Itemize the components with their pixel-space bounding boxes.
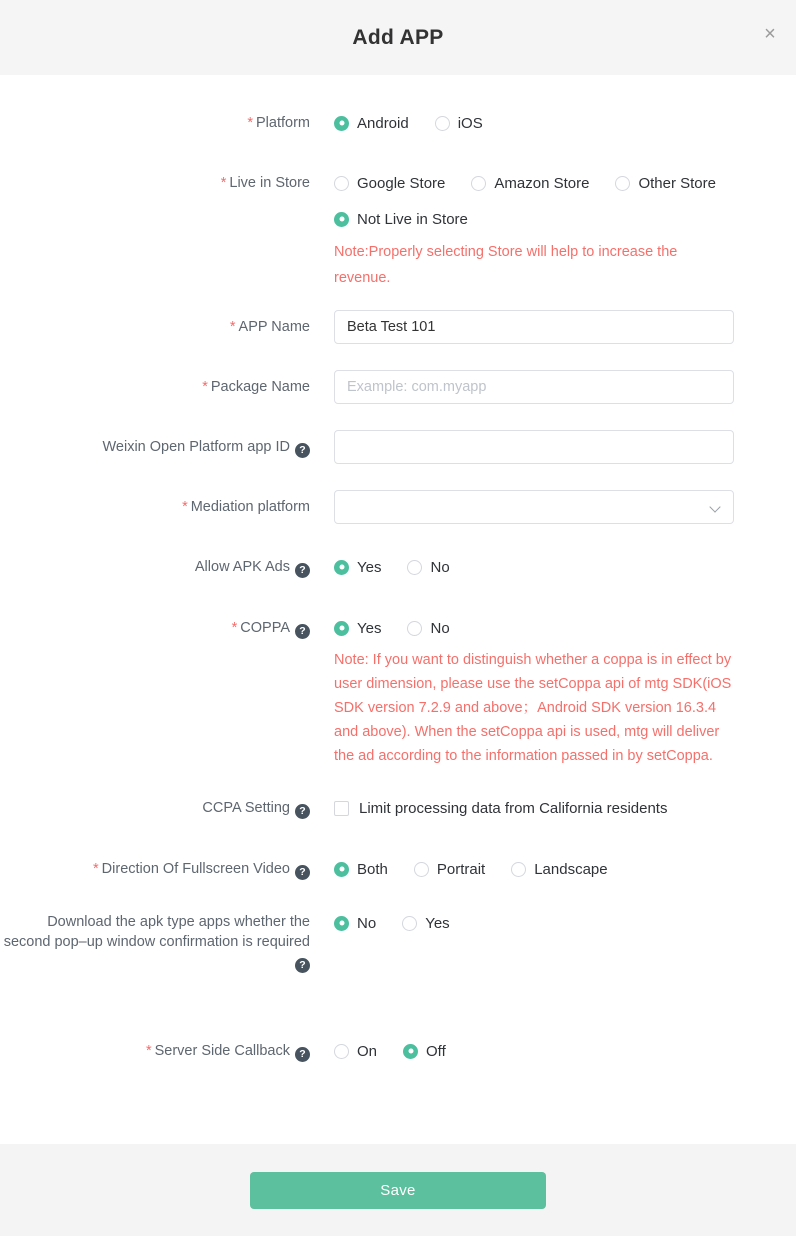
field-label: [0, 618, 310, 639]
radio-google-store[interactable]: [334, 175, 445, 192]
field-package-name: [0, 370, 796, 404]
required-asterisk: *: [93, 861, 99, 877]
radio-selected-icon: [403, 1044, 418, 1059]
field-mediation-platform: [0, 490, 796, 524]
dialog-header: [0, 0, 796, 75]
required-asterisk: *: [145, 1043, 152, 1059]
radio-unselected-icon: [334, 176, 349, 191]
field-label: [0, 430, 310, 464]
radio-direction-landscape[interactable]: [511, 861, 607, 878]
radio-label: Off: [426, 1042, 446, 1060]
close-icon[interactable]: ×: [760, 24, 780, 44]
help-icon[interactable]: ?: [295, 958, 310, 973]
field-platform: [0, 113, 796, 133]
radio-apk-popup-no[interactable]: [334, 915, 376, 932]
radio-unselected-icon: [435, 116, 450, 131]
field-weixin-app-id: [0, 430, 796, 464]
radio-label: No: [430, 619, 450, 637]
package-name-input[interactable]: [334, 370, 734, 404]
server-side-callback-label: Server Side Callback: [154, 1043, 290, 1059]
required-asterisk: *: [220, 175, 227, 191]
radio-label: Android: [357, 114, 409, 132]
radio-callback-on[interactable]: [334, 1043, 377, 1060]
radio-label: Other Store: [638, 174, 716, 192]
radio-coppa-yes[interactable]: [334, 620, 381, 637]
radio-label: No: [430, 558, 450, 576]
save-button[interactable]: Save: [250, 1172, 546, 1209]
radio-unselected-icon: [615, 176, 630, 191]
radio-apk-popup-yes[interactable]: [402, 915, 449, 932]
field-label: [0, 1041, 310, 1062]
mediation-platform-label: Mediation platform: [190, 499, 310, 515]
radio-other-store[interactable]: [615, 175, 716, 192]
ccpa-checkbox-label: Limit processing data from California residents: [359, 799, 668, 817]
app-name-label: APP Name: [238, 319, 310, 335]
radio-direction-both[interactable]: [334, 861, 388, 878]
required-asterisk: *: [247, 115, 253, 131]
field-label: [0, 859, 310, 880]
field-server-side-callback: [0, 1041, 796, 1062]
radio-unselected-icon: [407, 560, 422, 575]
weixin-app-id-label: Weixin Open Platform app ID: [102, 439, 290, 455]
field-label: [0, 912, 310, 973]
radio-apk-ads-yes[interactable]: [334, 559, 381, 576]
package-name-label: Package Name: [210, 379, 310, 395]
radio-unselected-icon: [402, 916, 417, 931]
radio-label: Not Live in Store: [357, 210, 468, 228]
coppa-label: COPPA: [240, 620, 290, 636]
field-coppa: [0, 618, 796, 768]
mediation-platform-select[interactable]: [334, 490, 734, 524]
radio-apk-ads-no[interactable]: [407, 559, 449, 576]
chevron-down-icon: [709, 501, 720, 512]
radio-callback-off[interactable]: [403, 1043, 446, 1060]
radio-amazon-store[interactable]: [471, 175, 589, 192]
radio-unselected-icon: [407, 621, 422, 636]
radio-selected-icon: [334, 916, 349, 931]
help-icon[interactable]: ?: [295, 865, 310, 880]
radio-unselected-icon: [511, 862, 526, 877]
radio-not-live-in-store[interactable]: [334, 211, 468, 228]
help-icon[interactable]: ?: [295, 1047, 310, 1062]
radio-selected-icon: [334, 116, 349, 131]
field-label: [0, 557, 310, 578]
radio-label: On: [357, 1042, 378, 1060]
ccpa-checkbox-item[interactable]: [334, 798, 734, 818]
help-icon[interactable]: ?: [295, 624, 310, 639]
coppa-note-text: Note: If you want to distinguish whether a coppa is in effect by user dimension, please use the setCoppa api of mtg SDK(iOS SDK version 7.2.9 and above；Android SDK version 16.3.4 and above). When the setCoppa api is used, mtg will deliver the ad according to the information passed in by setCoppa.: [334, 652, 732, 764]
field-label: [0, 310, 310, 344]
ccpa-setting-label: CCPA Setting: [202, 800, 290, 816]
radio-direction-portrait[interactable]: [414, 861, 485, 878]
radio-label: Portrait: [436, 860, 486, 878]
field-label: [0, 113, 310, 133]
field-label: [0, 798, 310, 819]
store-note-text: Note:Properly selecting Store will help to increase the revenue.: [334, 244, 678, 286]
radio-selected-icon: [334, 212, 349, 227]
radio-coppa-no[interactable]: [407, 620, 449, 637]
field-ccpa-setting: [0, 798, 796, 819]
radio-label: Yes: [357, 619, 382, 637]
apk-second-popup-label: Download the apk type apps whether the second pop–up window confirmation is required: [3, 914, 310, 950]
checkbox-unchecked-icon[interactable]: [334, 801, 349, 816]
required-asterisk: *: [202, 379, 208, 395]
radio-label: iOS: [457, 114, 483, 132]
platform-label: Platform: [256, 115, 310, 131]
help-icon[interactable]: ?: [295, 804, 310, 819]
direction-label: Direction Of Fullscreen Video: [101, 861, 290, 877]
radio-unselected-icon: [414, 862, 429, 877]
radio-ios[interactable]: [435, 115, 483, 132]
radio-label: Yes: [425, 914, 450, 932]
field-label: [0, 173, 310, 193]
radio-unselected-icon: [334, 1044, 349, 1059]
live-in-store-label: Live in Store: [229, 175, 310, 191]
dialog-title: Add APP: [352, 25, 444, 49]
radio-label: Landscape: [534, 860, 608, 878]
radio-selected-icon: [334, 621, 349, 636]
radio-label: Google Store: [357, 174, 446, 192]
allow-apk-ads-label: Allow APK Ads: [194, 559, 290, 575]
radio-label: No: [357, 914, 377, 932]
required-asterisk: *: [182, 499, 188, 515]
help-icon[interactable]: ?: [295, 443, 310, 458]
dialog-footer: [0, 1144, 796, 1236]
dialog-body: [0, 75, 796, 1144]
required-asterisk: *: [229, 319, 236, 335]
help-icon[interactable]: ?: [295, 563, 310, 578]
radio-selected-icon: [334, 862, 349, 877]
field-direction-fullscreen-video: [0, 859, 796, 880]
radio-unselected-icon: [471, 176, 486, 191]
required-asterisk: *: [231, 620, 238, 636]
field-allow-apk-ads: [0, 557, 796, 578]
radio-android[interactable]: [334, 115, 409, 132]
weixin-app-id-input[interactable]: [334, 430, 734, 464]
field-app-name: [0, 310, 796, 344]
radio-label: Yes: [357, 558, 382, 576]
app-name-input[interactable]: [334, 310, 734, 344]
field-live-in-store: [0, 173, 796, 291]
radio-label: Both: [357, 860, 388, 878]
radio-selected-icon: [334, 560, 349, 575]
field-label: [0, 490, 310, 524]
radio-label: Amazon Store: [494, 174, 590, 192]
field-label: [0, 370, 310, 404]
field-apk-second-popup: [0, 912, 796, 973]
